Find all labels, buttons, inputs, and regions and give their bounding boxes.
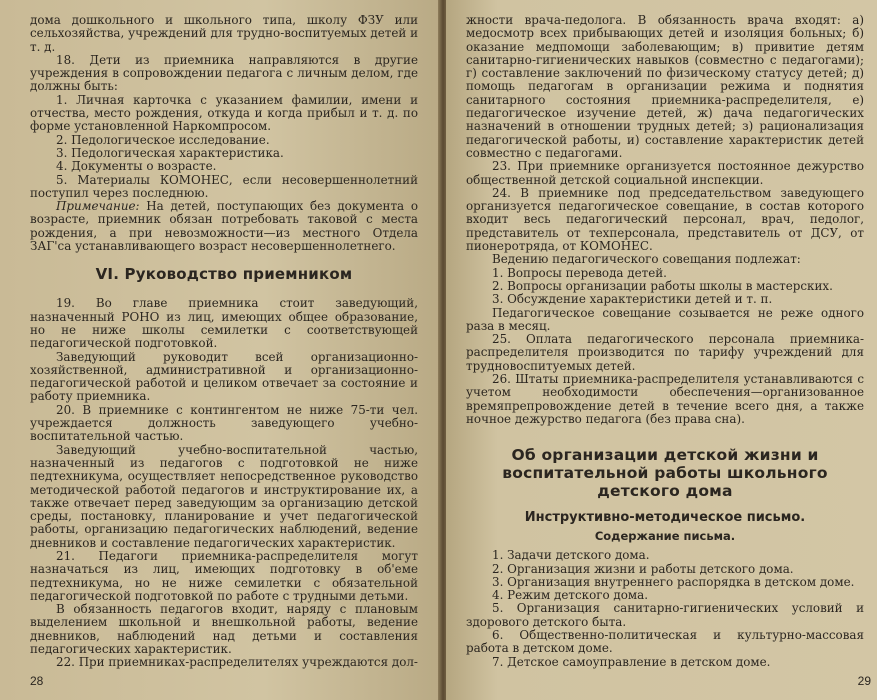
contents-item: 7. Детское самоуправление в детском доме. bbox=[492, 654, 771, 669]
paragraph: дома дошкольного и школьного типа, школу ФЗУ или сельхозяйства, учреждений для трудно-воспитуемых детей и т. д. bbox=[30, 13, 418, 54]
contents-heading: Содержание письма. bbox=[594, 529, 736, 544]
contents-item: 5. Организация санитарно-гигиенических условий и здорового детского быта. bbox=[466, 601, 864, 629]
note-paragraph bbox=[30, 200, 418, 253]
paragraph: 3. Педологическая характеристика. bbox=[56, 145, 284, 160]
subheading: Инструктивно-методическое письмо. bbox=[524, 510, 806, 526]
contents-item: 2. Организация жизни и работы детского дома. bbox=[492, 561, 794, 576]
right-page-text bbox=[466, 14, 864, 669]
paragraph: 1. Личная карточка с указанием фамилии, имени и отчества, место рождения, откуда и когда прибыл и т. д. по форме установленной Наркомпросом. bbox=[30, 92, 418, 134]
paragraph: 22. При приемниках-распределителях учреждаются дол- bbox=[56, 655, 418, 670]
section-heading: VI. Руководство приемником bbox=[95, 265, 353, 284]
right-paragraphs-top bbox=[466, 14, 864, 426]
paragraph: Педагогическое совещание созывается не реже одного раза в месяц. bbox=[466, 305, 864, 333]
paragraph: 18. Дети из приемника направляются в другие учреждения в сопровождении педагога с личным делом, где должны быть: bbox=[30, 52, 418, 94]
paragraph: 21. Педагоги приемника-распределителя могут назначаться из лиц, имеющих подготовку в об'еме педтехникума, но не ниже семилетки с обязательной педагогической подготовкой по работе с трудными детьми. bbox=[30, 548, 418, 603]
left-paragraphs-top bbox=[30, 14, 418, 200]
paragraph: В обязанность педагогов входит, наряду с плановым выделением школьной и внешкольной работы, ведение дневников, наблюдений над детьми и составления педагогических характеристик. bbox=[30, 602, 418, 657]
paragraph: 2. Вопросы организации работы школы в мастерских. bbox=[492, 278, 833, 293]
contents-item: 4. Режим детского дома. bbox=[492, 588, 649, 603]
contents-list bbox=[466, 549, 864, 669]
page-number-right: 29 bbox=[857, 674, 871, 688]
note-label: Примечание: bbox=[56, 199, 140, 214]
left-paragraphs-bottom bbox=[30, 297, 418, 669]
left-page-text bbox=[30, 14, 418, 670]
note-text: На детей, поступающих без документа о возрасте, приемник обязан потребовать таковой с места рождения, а при невозможности—из местного Отдела ЗАГ'са устанавливающего возраст несовершеннолетнего. bbox=[30, 199, 418, 254]
paragraph: Ведению педагогического совещания подлежат: bbox=[492, 252, 801, 267]
contents-item: 3. Организация внутреннего распорядка в детском доме. bbox=[492, 574, 855, 589]
paragraph: 3. Обсуждение характеристики детей и т. п. bbox=[492, 292, 773, 307]
paragraph: Заведующий учебно-воспитательной частью, назначенный из педагогов с подготовкой не ниже педтехникума, осуществляет непосредственное руководство методической работой педагогов и инструктирование их, а также отвечает перед заведующим за организацию детской среды, постановку, планирование и учет педагогической работы, организацию педагогических наблюдений, ведение дневников и составление педагогических характеристик. bbox=[30, 442, 418, 550]
paragraph: 26. Штаты приемника-распределителя устанавливаются с учетом необходимости обеспечения—организованное времяпрепровождение детей в течение всего дня, а также ночное дежурство педагога (без права сна). bbox=[466, 372, 864, 426]
paragraph: 25. Оплата педагогического персонала приемника-распределителя производится по тарифу учреждений для трудновоспитуемых детей. bbox=[466, 332, 864, 373]
right-page bbox=[446, 0, 877, 700]
main-heading: Об организации детской жизни и воспитательной работы школьного детского дома bbox=[502, 446, 828, 501]
contents-item: 6. Общественно-политическая и культурно-массовая работа в детском доме. bbox=[466, 627, 864, 656]
page-number-left: 28 bbox=[30, 674, 44, 688]
paragraph: 1. Вопросы перевода детей. bbox=[492, 265, 667, 280]
paragraph: 19. Во главе приемника стоит заведующий, назначенный РОНО из лиц, имеющих общее образование, но не ниже школы семилетки с соответствующей педагогической подготовкой. bbox=[30, 296, 418, 351]
contents-item: 1. Задачи детского дома. bbox=[492, 548, 650, 563]
paragraph: 20. В приемнике с контингентом не ниже 75-ти чел. учреждается должность заведующего учебно-воспитательной частью. bbox=[30, 402, 418, 444]
paragraph: 23. При приемнике организуется постоянное дежурство общественной детской социальной инспекции. bbox=[466, 159, 864, 187]
paragraph: 24. В приемнике под председательством заведующего организуется педагогическое совещание, в состав которого входит весь педагогический персонал, врач, педолог, представитель от техперсонала, представитель от ДСУ, от пионеротряда, от КОМОНЕС. bbox=[466, 185, 864, 254]
paragraph: жности врача-педолога. В обязанность врача входят: а) медосмотр всех прибывающих детей и изоляция больных; б) оказание медпомощи заболевающим; в) привитие детям санитарно-гигиенических навыков (совместно с педагогами); г) составление заключений по физическому статусу детей; д) помощь педагогам в организации режима и поднятия санитарного состояния приемника-распределителя, е) педагогическое изучение детей, ж) дача педагогических назначений в отношении трудных детей; з) рационализация педагогической работы, и) составление характеристик детей совместно с педагогами. bbox=[466, 13, 864, 160]
paragraph: 5. Материалы КОМОНЕС, если несовершеннолетний поступил через последнюю. bbox=[30, 172, 418, 200]
paragraph: 4. Документы о возрасте. bbox=[56, 159, 217, 174]
paragraph: Заведующий руководит всей организационно-хозяйственной, административной и организационно-педагогической работой и целиком отвечает за состояние и работу приемника. bbox=[30, 349, 418, 404]
paragraph: 2. Педологическое исследование. bbox=[56, 132, 270, 147]
